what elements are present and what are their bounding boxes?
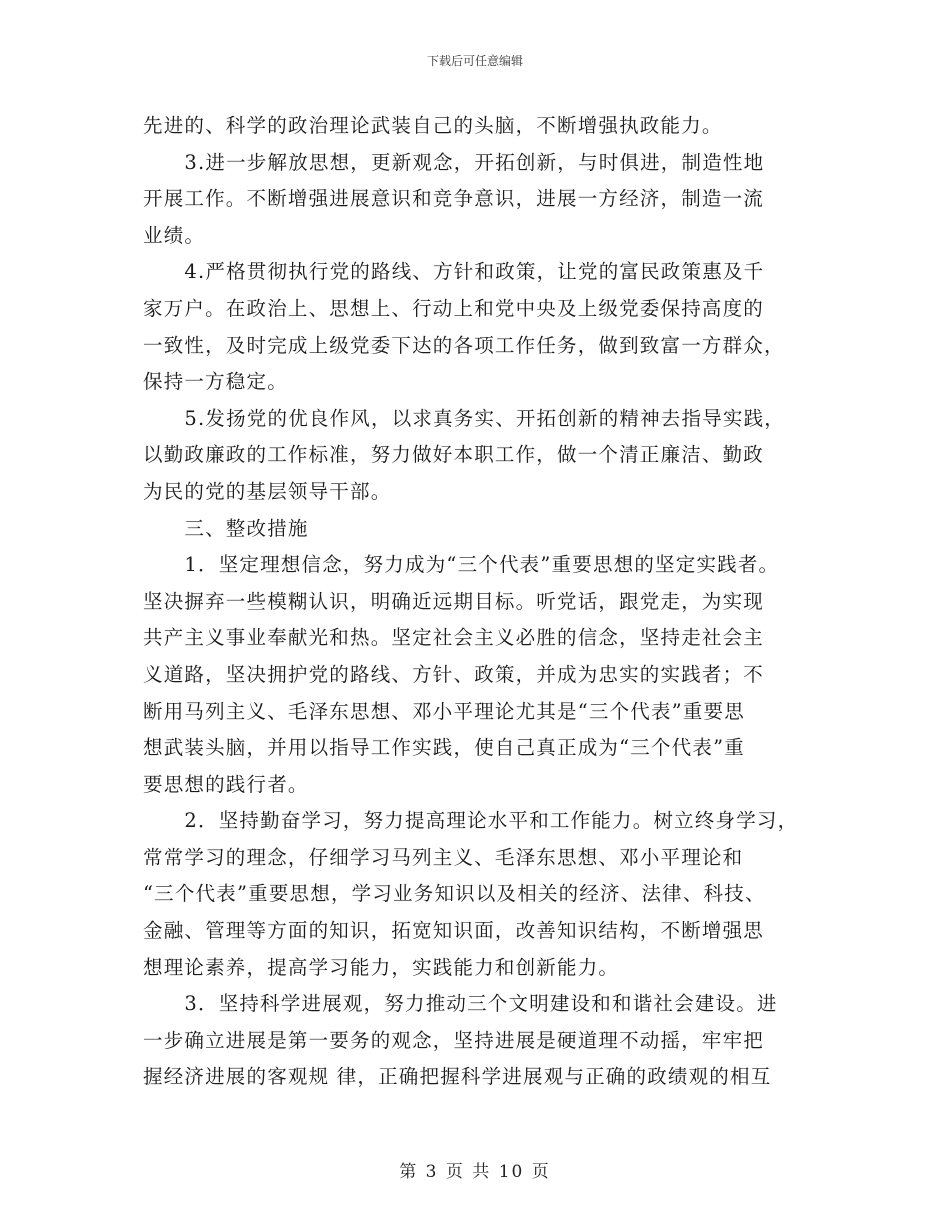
text-line: 4.严格贯彻执行党的路线、方针和政策，让党的富民政策惠及千 [143, 260, 765, 284]
text-line: 3．坚持科学进展观，努力推动三个文明建设和和谐社会建设。进 [143, 992, 778, 1016]
text-line: 想理论素养，提高学习能力，实践能力和创新能力。 [143, 955, 620, 979]
text-line: 3.进一步解放思想，更新观念，开拓创新，与时俱进，制造性地 [143, 150, 765, 174]
text-line: “三个代表”重要思想，学习业务知识以及相关的经济、法律、科技、 [143, 882, 766, 906]
text-line: 握经济进展的客观规 律，正确把握科学进展观与正确的政绩观的相互 [143, 1065, 772, 1089]
text-line: 金融、管理等方面的知识，拓宽知识面，改善知识结构，不断增强思 [143, 919, 765, 943]
text-line: 为民的党的基层领导干部。 [143, 479, 392, 503]
text-line: 以勤政廉政的工作标准，努力做好本职工作，做一个清正廉洁、勤政 [143, 443, 765, 467]
body-text [143, 108, 833, 1096]
text-line: 断用马列主义、毛泽东思想、邓小平理论尤其是“三个代表”重要思 [143, 699, 745, 723]
text-line: 坚决摒弃一些模糊认识，明确近远期目标。听党话，跟党走，为实现 [143, 589, 765, 613]
text-line: 业绩。 [143, 223, 206, 247]
text-line: 常常学习的理念，仔细学习马列主义、毛泽东思想、邓小平理论和 [143, 845, 744, 869]
text-line: 5.发扬党的优良作风，以求真务实、开拓创新的精神去指导实践， [143, 406, 786, 430]
text-line: 要思想的践行者。 [143, 772, 309, 796]
text-line: 1．坚定理想信念，努力成为“三个代表”重要思想的坚定实践者。 [143, 553, 780, 577]
page-header: 下载后可任意编辑 [426, 54, 523, 68]
section-heading: 三、整改措施 [143, 516, 309, 540]
page-footer: 第 3 页 共 10 页 [399, 1162, 551, 1182]
text-line: 义道路，坚决拥护党的路线、方针、政策，并成为忠实的实践者；不 [143, 662, 765, 686]
text-line: 一致性，及时完成上级党委下达的各项工作任务，做到致富一方群众， [143, 333, 785, 357]
text-line: 共产主义事业奉献光和热。坚定社会主义必胜的信念，坚持走社会主 [143, 626, 765, 650]
text-line: 开展工作。不断增强进展意识和竞争意识，进展一方经济，制造一流 [143, 187, 765, 211]
text-line: 2．坚持勤奋学习，努力提高理论水平和工作能力。树立终身学习， [143, 809, 799, 833]
text-line: 想武装头脑，并用以指导工作实践，使自己真正成为“三个代表”重 [143, 736, 745, 760]
text-line: 先进的、科学的政治理论武装自己的头脑，不断增强执政能力。 [143, 114, 723, 137]
text-line: 保持一方稳定。 [143, 370, 288, 394]
text-line: 一步确立进展是第一要务的观念，坚持进展是硬道理不动摇，牢牢把 [143, 1028, 765, 1052]
text-line: 家万户。在政治上、思想上、行动上和党中央及上级党委保持高度的 [143, 296, 765, 320]
